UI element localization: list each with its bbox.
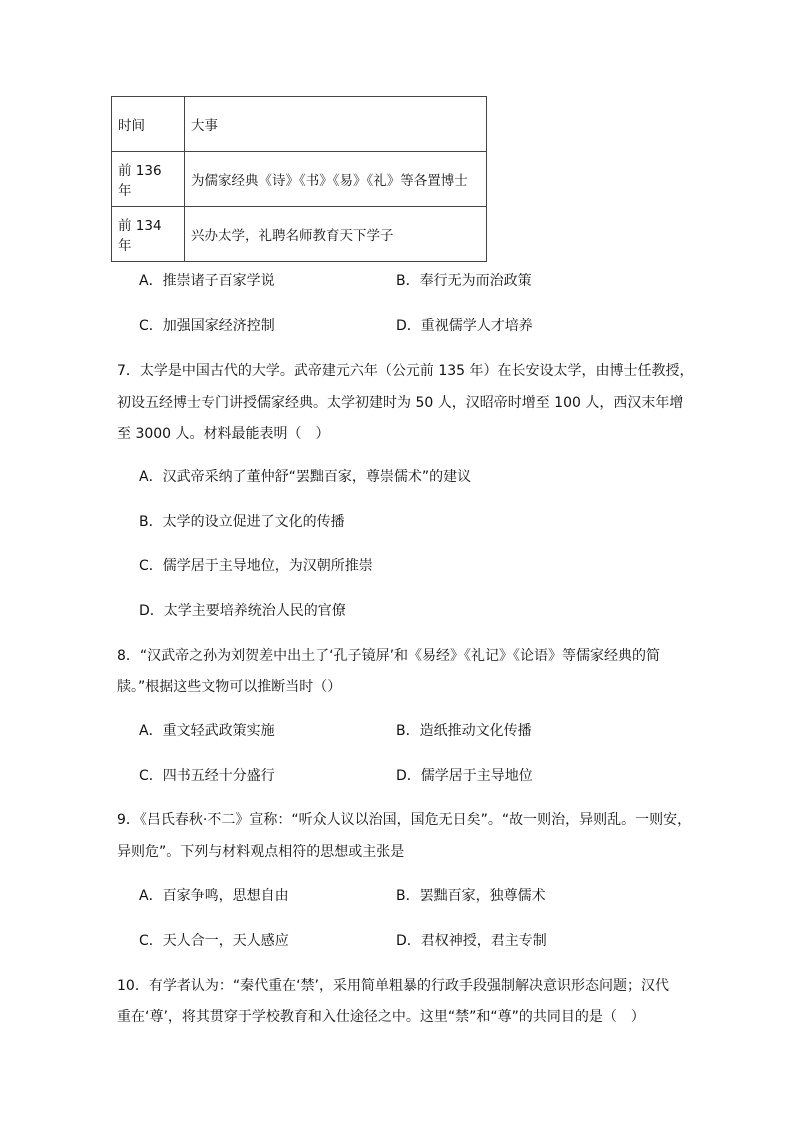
q7-stem-line-1: 7．太学是中国古代的大学。武帝建元六年（公元前 135 年）在长安设太学，由博士任教授， [117,363,694,379]
table-header-row [112,97,487,152]
q6-option-a[interactable]: A．推崇诸子百家学说 [139,273,275,289]
table-cell-event: 为儒家经典《诗》《书》《易》《礼》等各置博士 [185,152,487,207]
table-header-time: 时间 [112,97,185,152]
q7-stem-line-2: 初设五经博士专门讲授儒家经典。太学初建时为 50 人，汉昭帝时增至 100 人，西汉末年增 [117,395,684,411]
q8-option-c[interactable]: C．四书五经十分盛行 [139,768,275,784]
q9-option-c[interactable]: C．天人合一，天人感应 [139,933,289,949]
table-row [112,152,487,207]
q8-stem-line-2: 牍。”根据这些文物可以推断当时（） [117,679,342,695]
table-header-event: 大事 [185,97,487,152]
q10-stem-line-1: 10．有学者认为：“秦代重在‘禁’，采用简单粗暴的行政手段强制解决意识形态问题；汉代 [117,978,669,994]
q7-option-c[interactable]: C．儒学居于主导地位，为汉朝所推崇 [139,558,373,574]
q9-option-b[interactable]: B．罢黜百家，独尊儒术 [396,888,546,904]
q7-stem-line-3: 至 3000 人。材料最能表明（ ） [117,426,330,442]
q9-stem-line-2: 异则危”。下列与材料观点相符的思想或主张是 [117,844,405,860]
q6-option-c[interactable]: C．加强国家经济控制 [139,318,275,334]
q10-stem-line-2: 重在‘尊’，将其贯穿于学校教育和入仕途径之中。这里“禁”和“尊”的共同目的是（ ） [117,1009,645,1025]
table-cell-event: 兴办太学，礼聘名师教育天下学子 [185,207,487,262]
q8-option-d[interactable]: D．儒学居于主导地位 [396,768,533,784]
q8-stem-line-1: 8．“汉武帝之孙为刘贺差中出土了‘孔子镜屏’和《易经》《礼记》《论语》等儒家经典的简 [117,648,661,664]
table-row [112,207,487,262]
q7-option-b[interactable]: B．太学的设立促进了文化的传播 [139,514,345,530]
table-cell-time: 前 134 年 [112,207,185,262]
q6-option-b[interactable]: B．奉行无为而治政策 [396,273,532,289]
q7-option-d[interactable]: D．太学主要培养统治人民的官僚 [139,603,346,619]
q8-option-b[interactable]: B．造纸推动文化传播 [396,723,532,739]
q9-stem-line-1: 9．《吕氏春秋·不二》宣称：“听众人议以治国，国危无日矣”。“故一则治，异则乱。一则安， [117,812,692,828]
events-table [111,96,487,262]
q9-option-a[interactable]: A．百家争鸣，思想自由 [139,888,289,904]
q8-option-a[interactable]: A．重文轻武政策实施 [139,723,275,739]
q6-option-d[interactable]: D．重视儒学人才培养 [396,318,533,334]
table-cell-time: 前 136 年 [112,152,185,207]
q9-option-d[interactable]: D．君权神授，君主专制 [396,933,547,949]
q7-option-a[interactable]: A．汉武帝采纳了董仲舒“罢黜百家，尊崇儒术”的建议 [139,469,472,485]
